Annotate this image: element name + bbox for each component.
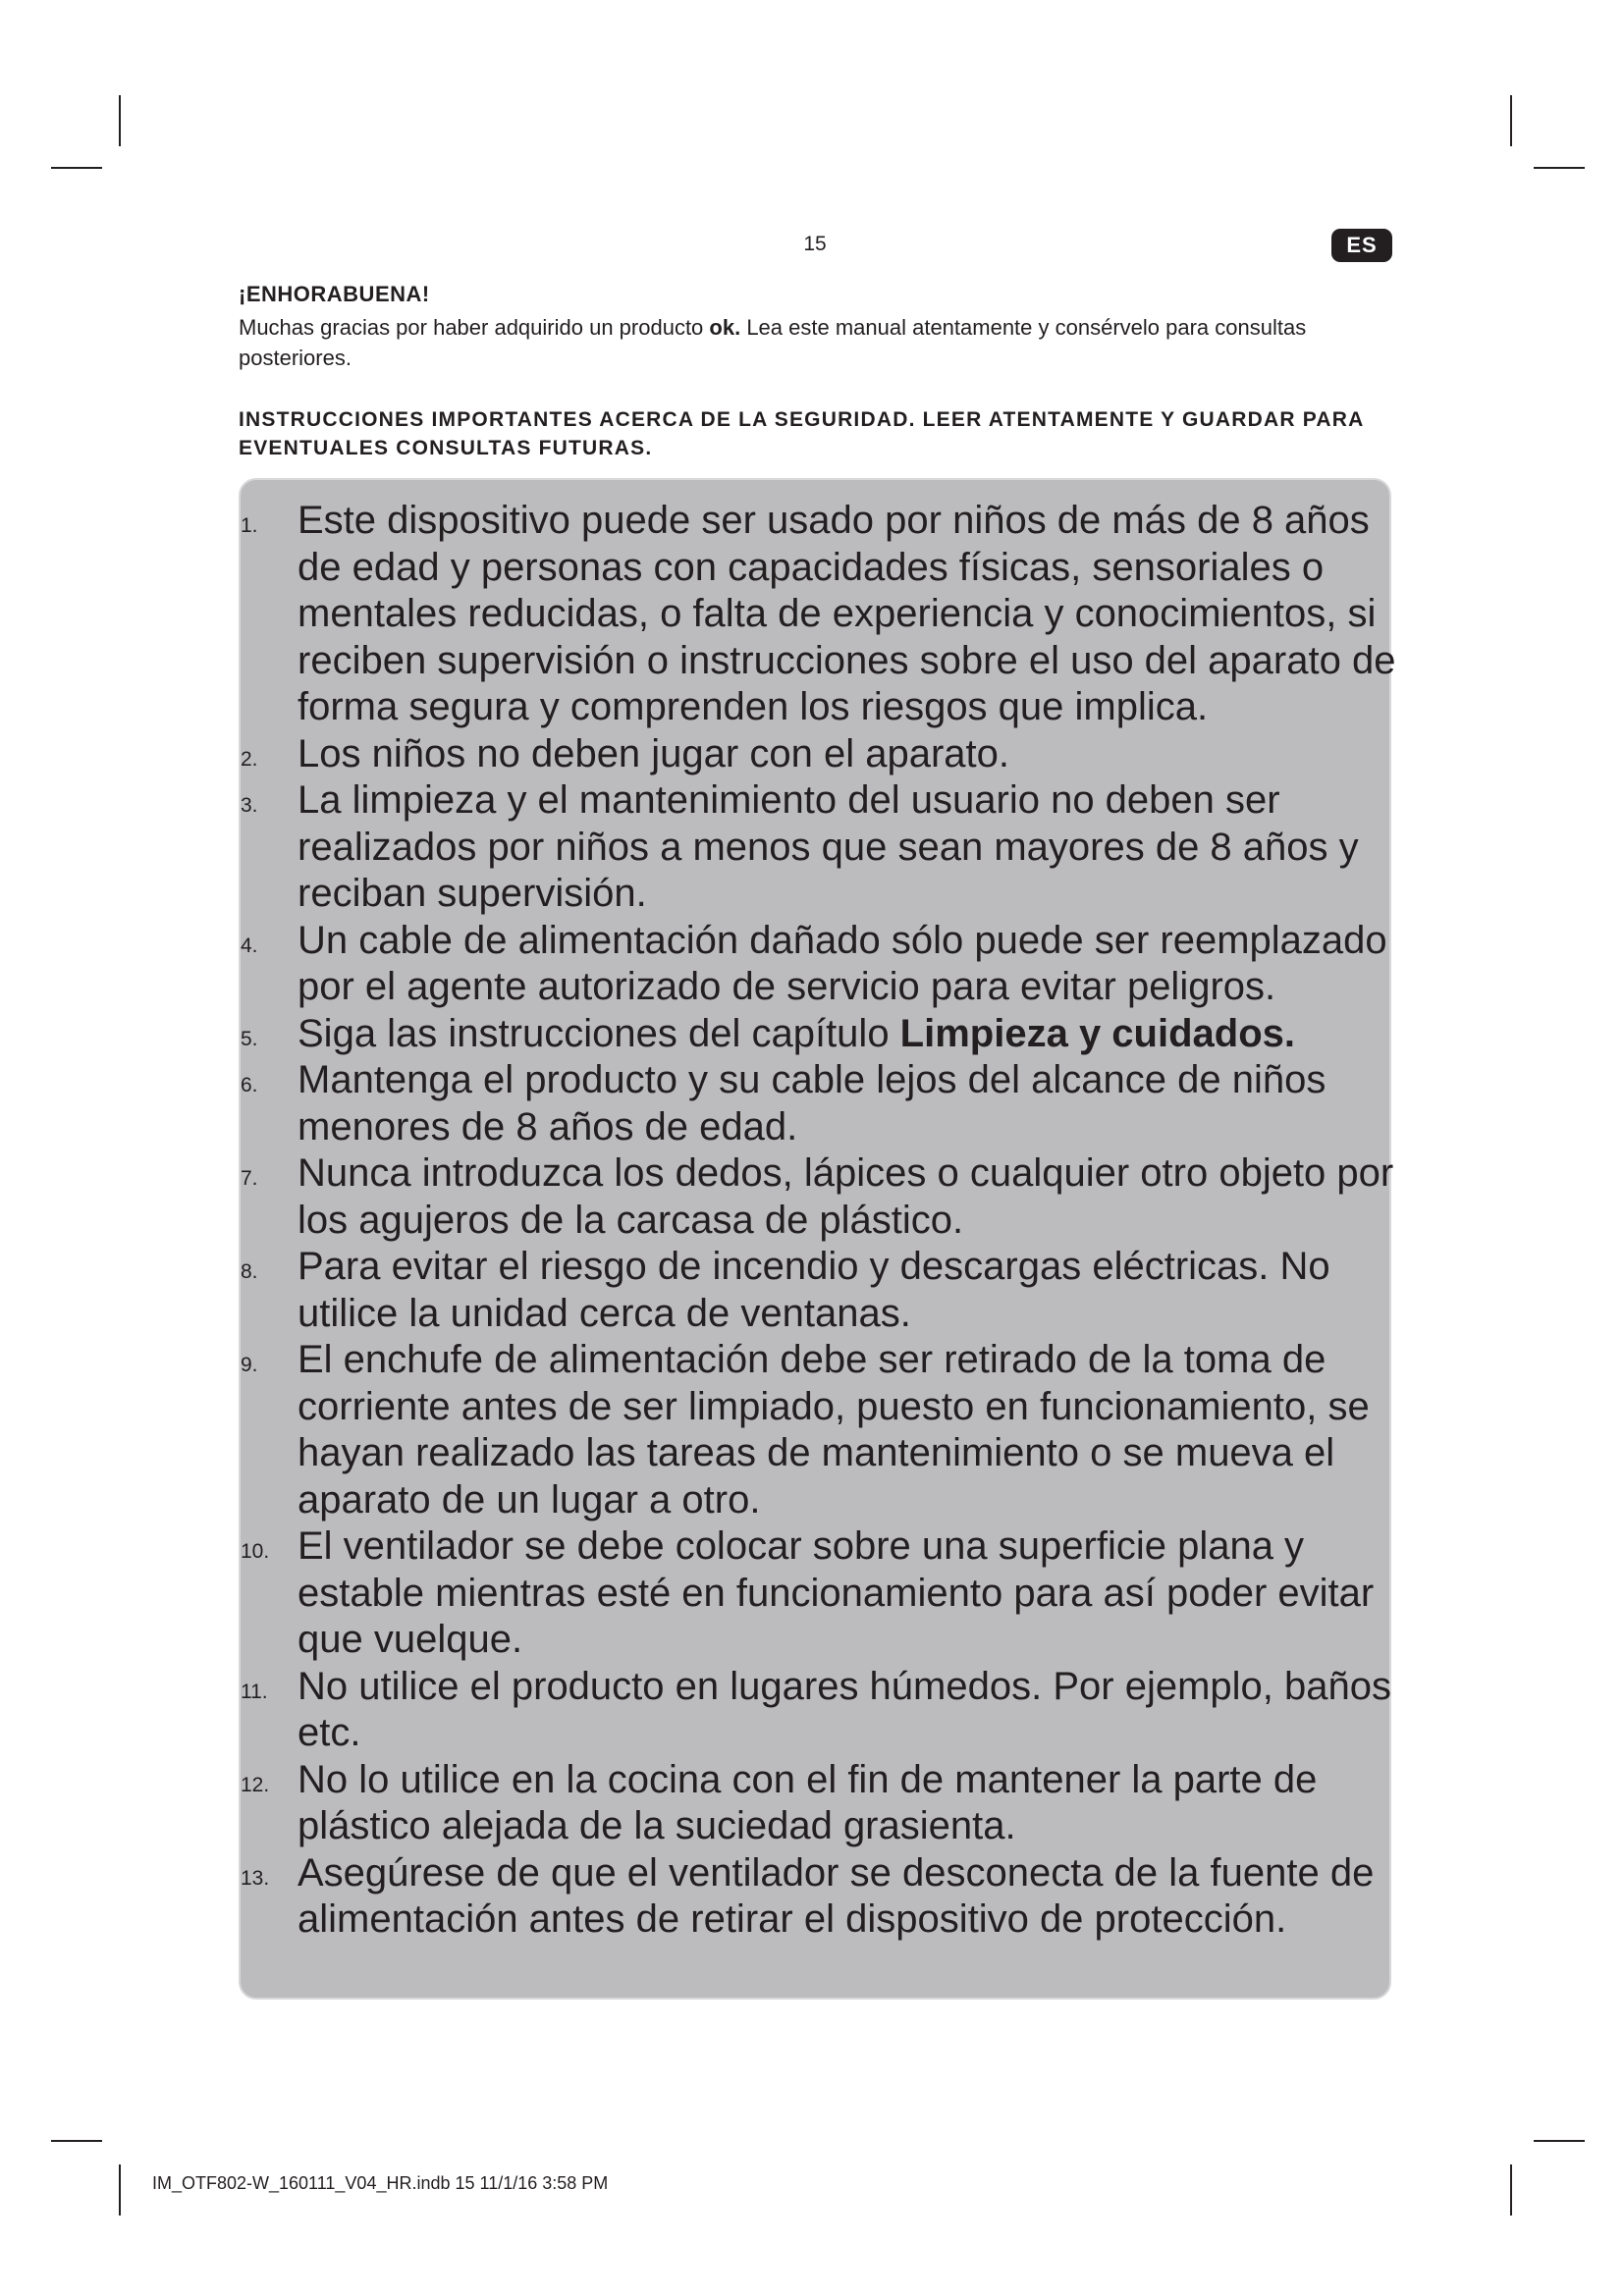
- warning-number: 12.: [241, 1773, 270, 1796]
- warning-number: 9.: [241, 1354, 258, 1376]
- warning-item: [241, 1523, 1399, 1664]
- warning-text: No utilice el producto en lugares húmedos. Por ejemplo, baños etc.: [298, 1664, 1391, 1754]
- warning-text: Este dispositivo puede ser usado por niños de más de 8 años de edad y personas con capacidades físicas, sensoriales o mentales reducidas, o falta de experiencia y conocimientos, si reciben supervisión o instrucciones sobre el uso del aparato de forma segura y comprenden los riesgos que implica.: [298, 499, 1396, 728]
- warning-panel: [239, 478, 1396, 2000]
- language-badge: ES: [1331, 229, 1392, 262]
- warning-item: [241, 1011, 1399, 1058]
- warning-number: 2.: [241, 747, 258, 771]
- crop-mark: [51, 167, 102, 169]
- crop-mark: [51, 2140, 102, 2142]
- warning-item: [241, 498, 1399, 731]
- warning-text: Los niños no deben jugar con el aparato.: [298, 731, 1009, 775]
- safety-heading: INSTRUCCIONES IMPORTANTES ACERCA DE LA SEGURIDAD. LEER ATENTAMENTE Y GUARDAR PARA EVENTUALES CONSULTAS FUTURAS.: [239, 408, 1364, 459]
- crop-mark: [119, 2164, 121, 2216]
- warning-text: Nunca introduzca los dedos, lápices o cualquier otro objeto por los agujeros de la carcasa de plástico.: [298, 1151, 1394, 1242]
- warning-item: [241, 1150, 1399, 1244]
- warning-number: 6.: [241, 1074, 258, 1096]
- warning-item: [241, 918, 1399, 1011]
- intro-text-end: Lea este manual atentamente y consérvelo para consultas posteriores.: [239, 315, 1307, 370]
- warning-text: No lo utilice en la cocina con el fin de mantener la parte de plástico alejada de la suciedad grasienta.: [298, 1757, 1318, 1847]
- warning-number: 5.: [241, 1027, 258, 1050]
- intro-title: ¡ENHORABUENA!: [239, 282, 430, 306]
- warning-number: 8.: [241, 1260, 258, 1283]
- warning-number: 4.: [241, 934, 258, 957]
- warning-item: [241, 777, 1399, 918]
- crop-mark: [1534, 167, 1585, 169]
- warning-item: [241, 1337, 1399, 1523]
- warning-text: La limpieza y el mantenimiento del usuario no deben ser realizados por niños a menos que sean mayores de 8 años y reciban supervisión.: [298, 778, 1359, 915]
- print-footer: IM_OTF802-W_160111_V04_HR.indb 15 11/1/16 3:58 PM: [152, 2173, 609, 2193]
- warning-item: [241, 1757, 1399, 1850]
- page-number: 15: [803, 233, 827, 255]
- brand-name: ok.: [709, 315, 741, 340]
- warning-number: 3.: [241, 794, 258, 817]
- crop-mark: [119, 95, 121, 146]
- warning-number: 11.: [241, 1680, 268, 1703]
- crop-mark: [1510, 2164, 1512, 2216]
- warning-item: [241, 1244, 1399, 1337]
- chapter-reference: Limpieza y cuidados.: [899, 1011, 1295, 1055]
- warning-item: [241, 731, 1399, 778]
- warning-item: [241, 1850, 1399, 1944]
- warning-text: Para evitar el riesgo de incendio y descargas eléctricas. No utilice la unidad cerca de ventanas.: [298, 1245, 1330, 1335]
- warning-text: Un cable de alimentación dañado sólo puede ser reemplazado por el agente autorizado de servicio para evitar peligros.: [298, 918, 1387, 1008]
- warning-item: [241, 1664, 1399, 1757]
- warning-number: 7.: [241, 1167, 258, 1190]
- intro-text-start: Muchas gracias por haber adquirido un producto: [239, 315, 710, 340]
- crop-mark: [1534, 2140, 1585, 2142]
- warning-list: [241, 498, 1399, 1944]
- warning-text: Mantenga el producto y su cable lejos del alcance de niños menores de 8 años de edad.: [298, 1058, 1326, 1148]
- crop-mark: [1510, 95, 1512, 146]
- warning-number: 13.: [241, 1866, 270, 1890]
- warning-text: El ventilador se debe colocar sobre una superficie plana y estable mientras esté en funcionamiento para así poder evitar que vuelque.: [298, 1524, 1375, 1661]
- warning-item: [241, 1057, 1399, 1150]
- warning-number: 10.: [241, 1540, 270, 1563]
- warning-text: Siga las instrucciones del capítulo Limpieza y cuidados.: [298, 1011, 1295, 1055]
- intro-section: [239, 282, 1397, 373]
- warning-text: Asegúrese de que el ventilador se desconecta de la fuente de alimentación antes de retirar el dispositivo de protección.: [298, 1850, 1375, 1941]
- warning-number: 1.: [241, 514, 258, 537]
- intro-text: [239, 312, 1368, 373]
- warning-text: El enchufe de alimentación debe ser retirado de la toma de corriente antes de ser limpiado, puesto en funcionamiento, se hayan realizado las tareas de mantenimiento o se mueva el aparato de un lugar a otro.: [298, 1338, 1370, 1522]
